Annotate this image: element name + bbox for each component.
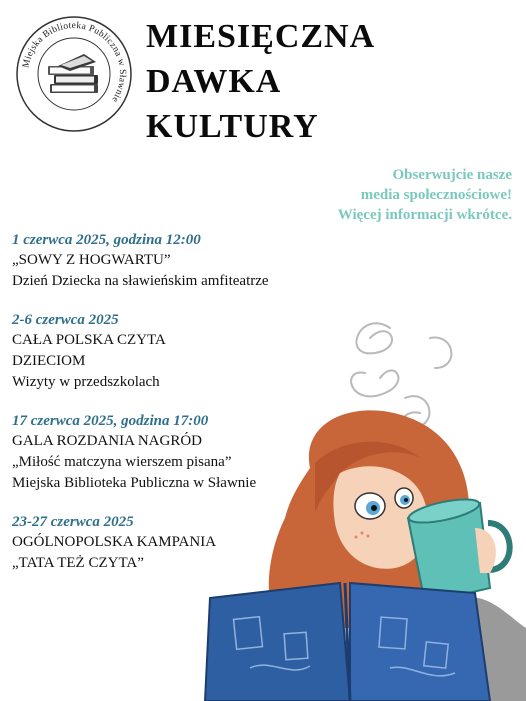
- event-line: Dzień Dziecka na sławieńskim amfiteatrze: [12, 273, 269, 289]
- event-date: 1 czerwca 2025, godzina 12:00: [12, 232, 201, 248]
- event-line: CAŁA POLSKA CZYTA: [12, 332, 166, 348]
- event-line: „Miłość matczyna wierszem pisana”: [12, 454, 232, 470]
- social-media-notice: [338, 165, 512, 225]
- title-line: DAWKA: [146, 63, 282, 100]
- social-line: Więcej informacji wkrótce.: [337, 207, 512, 223]
- page-title: [146, 14, 375, 149]
- event-date: 17 czerwca 2025, godzina 17:00: [12, 413, 209, 429]
- event-line: OGÓLNOPOLSKA KAMPANIA: [12, 534, 217, 550]
- event-line: „SOWY Z HOGWARTU”: [12, 252, 171, 268]
- event-line: „TATA TEŻ CZYTA”: [12, 555, 144, 571]
- logo-ring-text: Miejska Biblioteka Publiczna w Sławnie: [21, 20, 128, 105]
- event-line: GALA ROZDANIA NAGRÓD: [12, 433, 202, 449]
- event-line: Miejska Biblioteka Publiczna w Sławnie: [12, 475, 257, 491]
- event-date: 2-6 czerwca 2025: [12, 312, 119, 328]
- social-line: media społecznościowe!: [360, 187, 512, 203]
- books-icon: [48, 54, 98, 93]
- social-line: Obserwujcie nasze: [392, 167, 512, 183]
- event-item: [12, 230, 312, 292]
- event-date: 23-27 czerwca 2025: [12, 514, 134, 530]
- title-line: MIESIĘCZNA: [146, 18, 376, 55]
- reading-girl-illustration: [190, 298, 526, 701]
- title-line: KULTURY: [146, 108, 319, 145]
- event-line: Wizyty w przedszkolach: [12, 374, 160, 390]
- library-logo: [14, 14, 134, 134]
- event-line: DZIECIOM: [12, 353, 86, 369]
